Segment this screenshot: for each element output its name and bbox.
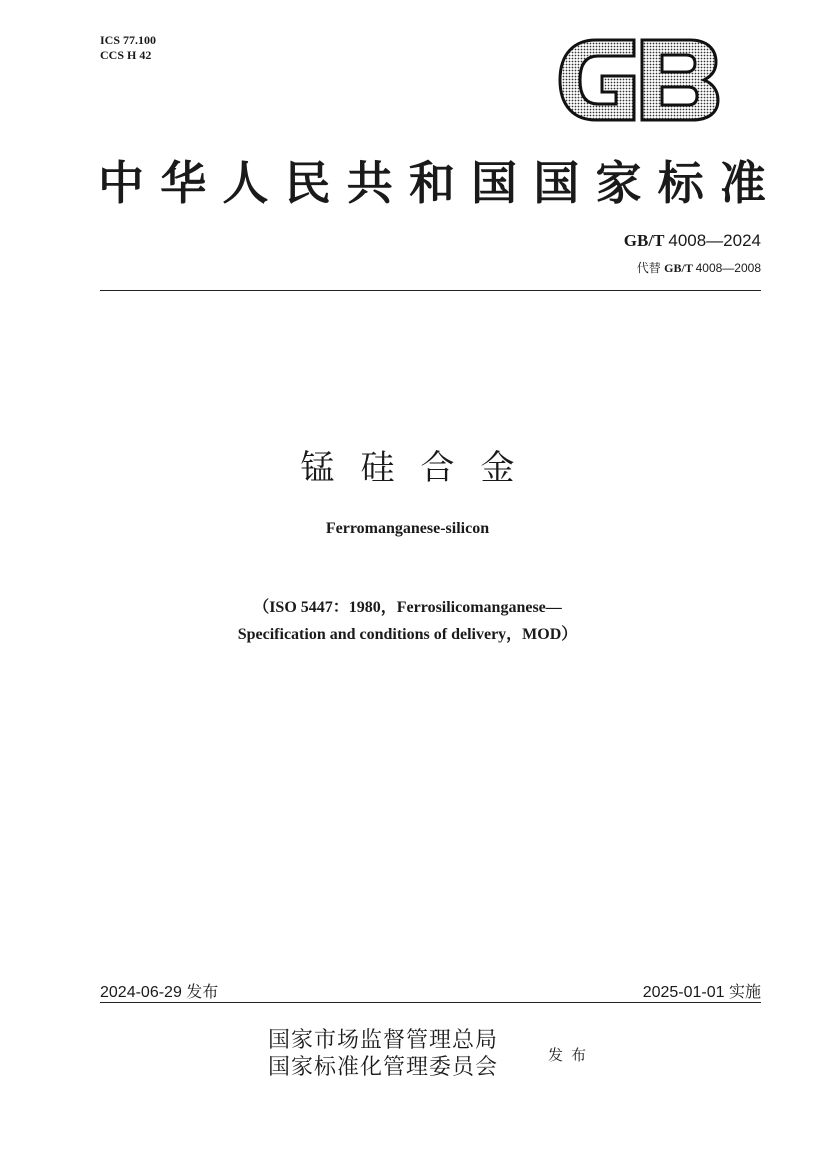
classification-codes: [100, 33, 156, 63]
implementation-date: 2025-01-01 实施: [642, 984, 761, 1001]
issue-date: 2024-06-29 发布: [100, 984, 219, 1001]
logo-text: GB: [556, 36, 558, 37]
title-char: 和: [408, 156, 455, 210]
title-char: 中: [98, 156, 144, 210]
title-char: 民: [284, 156, 331, 210]
title-char: 国: [471, 156, 518, 210]
issuer-line-1: 国家市场监督管理总局: [268, 1028, 499, 1053]
english-title: Ferromanganese-silicon: [325, 520, 490, 537]
standard-prefix: GB/T: [623, 231, 669, 250]
replaces-number: 4008—2008: [695, 261, 761, 275]
bottom-divider: [100, 1002, 761, 1003]
title-char: 共: [346, 156, 393, 210]
title-char: 华: [160, 156, 207, 210]
issuer-line-2: 国家标准化管理委员会: [268, 1055, 499, 1080]
title-char: 人: [222, 156, 269, 210]
ics-code: ICS 77.100: [100, 33, 157, 47]
title-char: 国: [533, 156, 580, 210]
top-divider: [100, 290, 761, 291]
standard-number: [624, 231, 761, 251]
replaces-standard: [637, 259, 761, 276]
title-char: 标: [657, 156, 704, 210]
title-char: 准: [719, 156, 766, 210]
replaces-label: 代替: [636, 261, 665, 275]
national-standard-title: [98, 150, 766, 210]
iso-reference-line-1: （ISO 5447：1980，Ferrosilicomanganese—: [253, 599, 562, 616]
chinese-title: 锰硅合金: [300, 448, 541, 488]
gb-logo: [556, 36, 722, 124]
title-char: 家: [595, 156, 642, 210]
ccs-code: CCS H 42: [100, 48, 152, 62]
replaces-code: GB/T: [664, 261, 696, 275]
standard-number-value: 4008—2024: [668, 231, 761, 250]
issuing-authorities: [268, 1027, 498, 1081]
iso-reference-line-2: Specification and conditions of delivery，MOD）: [237, 626, 578, 643]
publish-label: 发布: [548, 1046, 595, 1064]
iso-reference: [0, 594, 815, 648]
